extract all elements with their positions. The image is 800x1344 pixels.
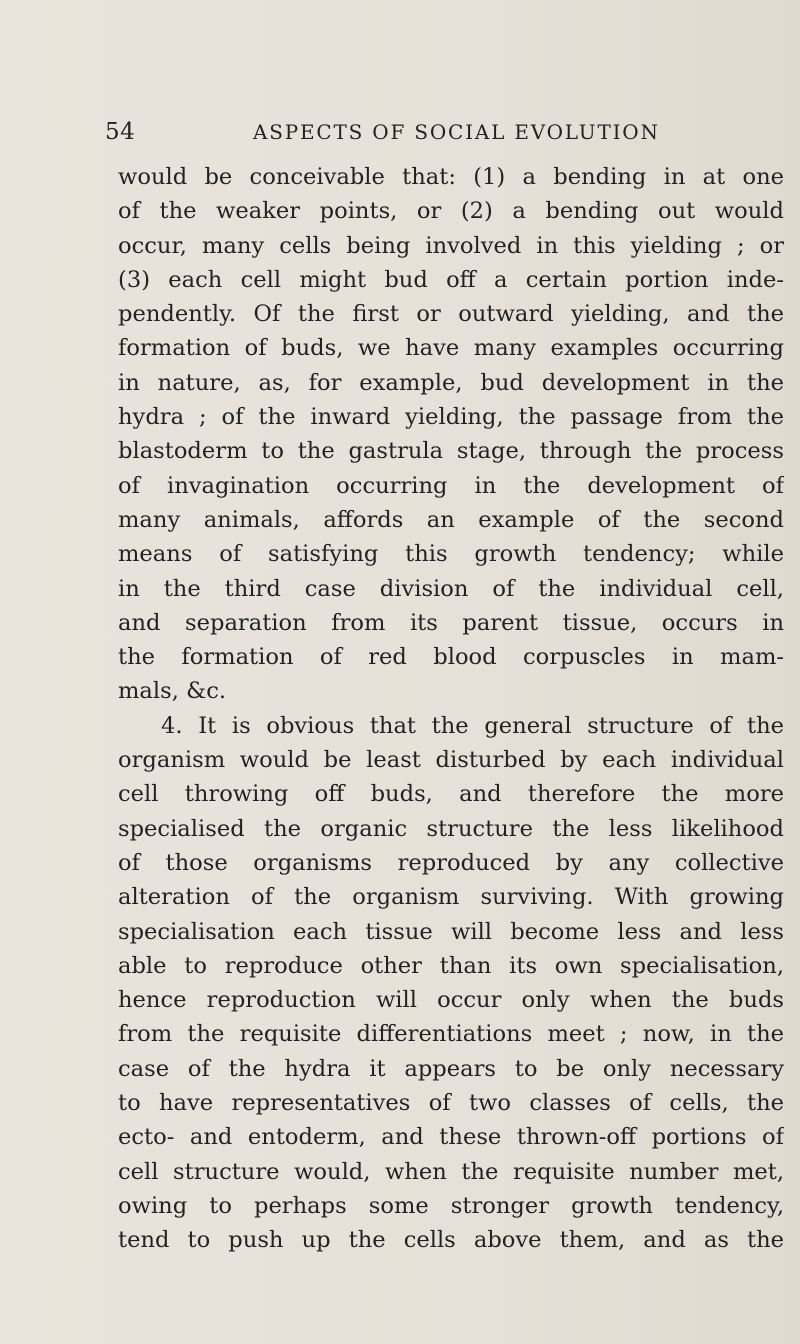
- text-line: the formation of red blood corpuscles in mam-: [118, 644, 784, 671]
- text-line: of those organisms reproduced by any collective: [118, 849, 784, 876]
- text-line: mals, &c.: [118, 678, 227, 705]
- text-line: hydra ; of the inward yielding, the passage from the: [118, 404, 784, 431]
- text-line: blastoderm to the gastrula stage, through the process: [118, 438, 784, 465]
- text-line: cell structure would, when the requisite number met,: [118, 1158, 784, 1185]
- text-line: owing to perhaps some stronger growth tendency,: [118, 1192, 784, 1219]
- page-number: 54: [105, 119, 136, 145]
- text-line: in the third case division of the individual cell,: [118, 575, 784, 602]
- text-line: case of the hydra it appears to be only necessary: [118, 1055, 784, 1082]
- paragraph-start-line: 4. It is obvious that the general structure of the: [161, 712, 784, 739]
- text-line: from the requisite differentiations meet ; now, in the: [118, 1021, 784, 1048]
- text-line: (3) each cell might bud off a certain portion inde-: [118, 266, 784, 293]
- text-line: in nature, as, for example, bud development in the: [118, 369, 784, 396]
- text-line: tend to push up the cells above them, and as the: [118, 1227, 784, 1254]
- text-line: of the weaker points, or (2) a bending out would: [118, 198, 784, 225]
- text-line: hence reproduction will occur only when the buds: [118, 987, 784, 1014]
- text-line: means of satisfying this growth tendency; while: [118, 541, 784, 568]
- text-line: pendently. Of the first or outward yielding, and the: [118, 301, 784, 328]
- text-line: formation of buds, we have many examples occurring: [118, 335, 784, 362]
- text-line: specialised the organic structure the less likelihood: [118, 815, 784, 842]
- text-line: would be conceivable that: (1) a bending in at one: [118, 164, 784, 190]
- text-line: and separation from its parent tissue, occurs in: [118, 609, 784, 636]
- text-line: of invagination occurring in the development of: [118, 472, 784, 499]
- body-text: [118, 160, 784, 1258]
- text-line: specialisation each tissue will become less and less: [118, 918, 784, 945]
- text-line: able to reproduce other than its own specialisation,: [118, 952, 784, 979]
- text-line: organism would be least disturbed by each individual: [118, 747, 784, 774]
- text-line: many animals, affords an example of the second: [118, 506, 784, 533]
- text-line: occur, many cells being involved in this yielding ; or: [118, 232, 784, 259]
- page-header: [105, 115, 785, 149]
- running-head: ASPECTS OF SOCIAL EVOLUTION: [253, 120, 660, 144]
- text-line: cell throwing off buds, and therefore the more: [118, 781, 784, 808]
- text-line: alteration of the organism surviving. With growing: [118, 884, 784, 911]
- text-line: to have representatives of two classes of cells, the: [118, 1090, 784, 1117]
- text-line: ecto- and entoderm, and these thrown-off portions of: [118, 1124, 784, 1151]
